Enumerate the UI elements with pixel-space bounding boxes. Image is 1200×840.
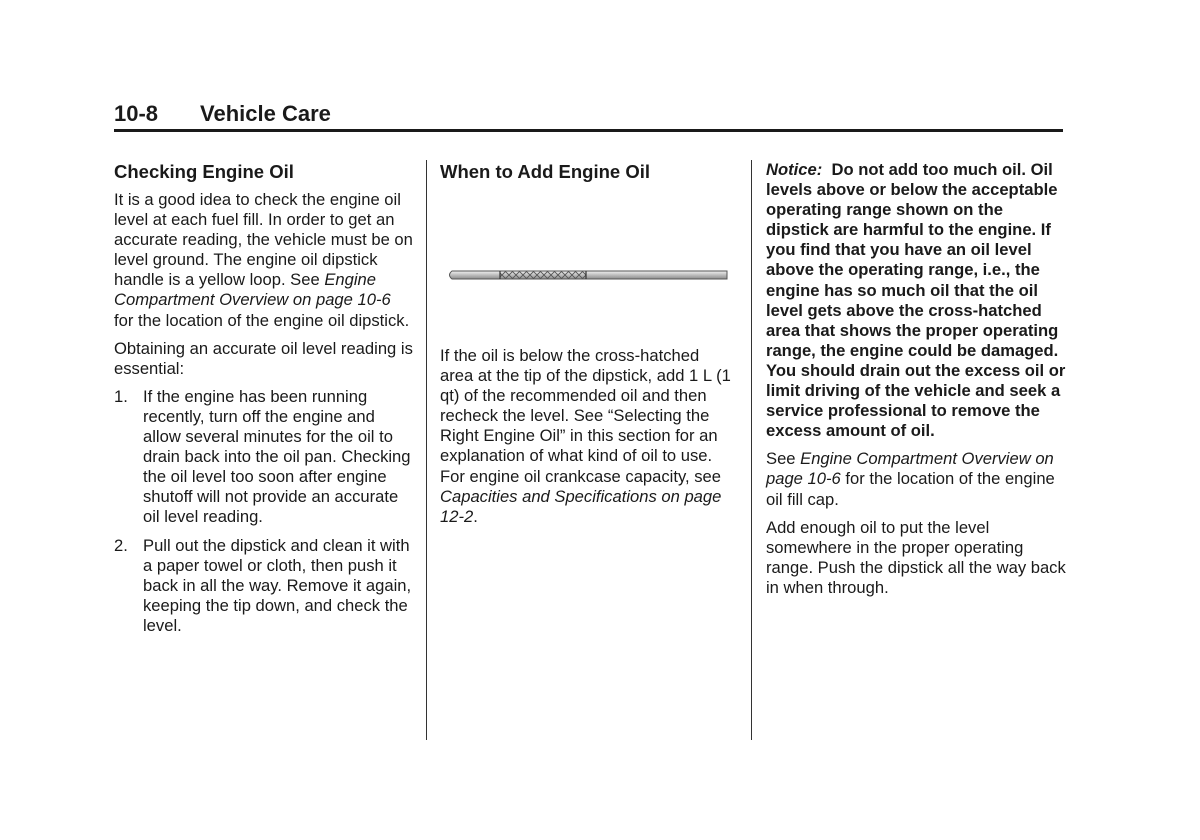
notice-text: Do not add too much oil. Oil levels above or below the acceptable operating range shown on the dipstick are harmful to the engine. If you find that you have an oil level above the operating range, i.e., the engine has so much oil that the oil level gets above the cross-hatched area that shows the proper operating range, the engine could be damaged. You should drain out the excess oil or limit driving of the vehicle and seek a service professional to remove the excess amount of oil. xyxy=(766,160,1066,441)
paragraph-text: . xyxy=(473,506,478,526)
notice-block xyxy=(766,160,1066,441)
paragraph xyxy=(114,190,414,331)
column-when-to-add-oil xyxy=(440,160,732,535)
paragraph: Obtaining an accurate oil level reading is essential: xyxy=(114,338,413,378)
page-title: Vehicle Care xyxy=(200,101,331,126)
column-divider xyxy=(426,160,427,740)
paragraph: Add enough oil to put the level somewhere in the proper operating range. Push the dipstick all the way back in when through. xyxy=(766,517,1066,597)
page-number: 10-8 xyxy=(114,101,159,126)
page-header xyxy=(114,101,1063,131)
column-notice xyxy=(766,160,1066,606)
section-heading: Checking Engine Oil xyxy=(114,161,294,182)
step-text: Pull out the dipstick and clean it with a paper towel or cloth, then push it back in all the way. Remove it again, keeping the tip down, and check the level. xyxy=(143,535,412,635)
dipstick-illustration-icon xyxy=(446,268,728,282)
column-divider xyxy=(751,160,752,740)
cross-reference: Capacities and Specifications on page 12-2 xyxy=(440,486,722,526)
list-item xyxy=(114,536,414,636)
column-checking-engine-oil xyxy=(114,160,414,644)
notice-label: Notice: xyxy=(766,160,823,179)
paragraph xyxy=(766,449,1066,509)
section-heading: When to Add Engine Oil xyxy=(440,161,650,182)
step-number: 2. xyxy=(114,535,128,555)
paragraph-text: for the location of the engine oil fill cap. xyxy=(766,469,1055,509)
paragraph-text: If the oil is below the cross-hatched area at the tip of the dipstick, add 1 L (1 qt) of the recommended oil and then recheck the level. See “Selecting the Right Engine Oil” in this section for an explanation of what kind of oil to use. For engine oil crankcase capacity, see xyxy=(440,346,731,486)
header-rule xyxy=(114,129,1063,132)
paragraph-text: It is a good idea to check the engine oil level at each fuel fill. In order to get an accurate reading, the vehicle must be on level ground. The engine oil dipstick handle is a yellow loop. See xyxy=(114,190,413,290)
step-number: 1. xyxy=(114,386,128,406)
paragraph-text: See xyxy=(766,449,801,469)
paragraph-text: for the location of the engine oil dipstick. xyxy=(114,310,410,330)
cross-reference: Engine Compartment Overview on page 10-6 xyxy=(766,449,1054,489)
list-item xyxy=(114,387,414,528)
steps-list xyxy=(114,387,414,636)
cross-reference: Engine Compartment Overview on page 10-6 xyxy=(114,270,391,310)
paragraph xyxy=(440,346,732,527)
step-text: If the engine has been running recently, turn off the engine and allow several minutes for the oil to drain back into the oil pan. Checking the oil level too soon after engine shutoff will not provide an accurate oil level reading. xyxy=(143,386,411,527)
